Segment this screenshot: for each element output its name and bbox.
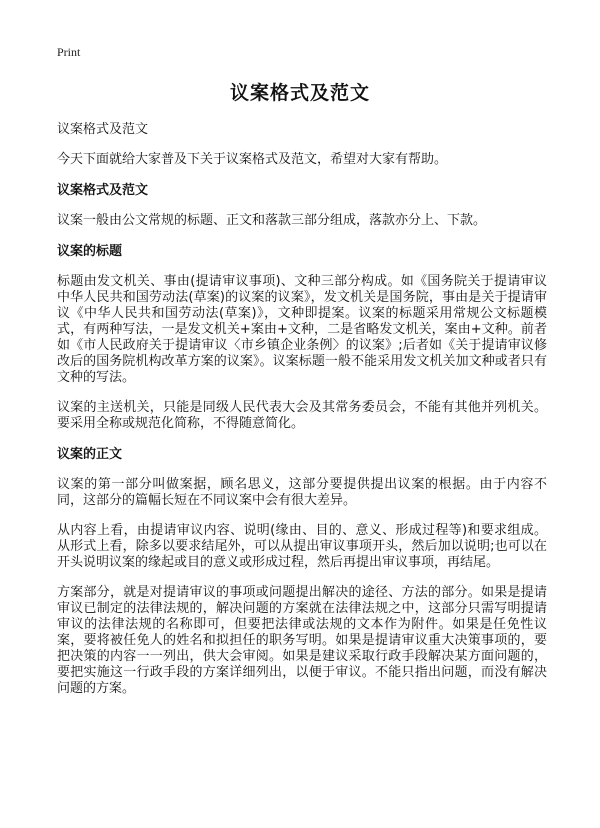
article-body bbox=[57, 122, 547, 711]
paragraph: 议案的主送机关，只能是同级人民代表大会及其常务委员会，不能有其他并列机关。要采用全称或规范化简称，不得随意简化。 bbox=[57, 400, 547, 431]
paragraph: 标题由发文机关、事由(提请审议事项)、文种三部分构成。如《国务院关于提请审议中华人民共和国劳动法(草案)的议案的议案》，发文机关是国务院，事由是关于提请审议《中华人民共和国劳动法(草案)》，文种即提案。议案的标题采用常规公文标题模式，有两种写法，一是发文机关+案由+文种，二是省略发文机关，案由+文种。前者如《市人民政府关于提请审议〈市乡镇企业条例〉的议案》;后者如《关于提请审议修改后的国务院机构改革方案的议案》。议案标题一般不能采用发文机关加文种或者只有文种的写法。 bbox=[57, 274, 547, 385]
paragraph: 议案一般由公文常规的标题、正文和落款三部分组成，落款亦分上、下款。 bbox=[57, 213, 487, 228]
section-heading-format: 议案格式及范文 bbox=[57, 183, 149, 198]
paragraph: 从内容上看，由提请审议内容、说明(缘由、目的、意义、形成过程等)和要求组成。从形式上看，除多以要求结尾外，可以从提出审议事项开头，然后加以说明;也可以在开头说明议案的缘起或目的意义或形成过程，然后再提出审议事项，再结尾。 bbox=[57, 523, 547, 570]
paragraph: 方案部分，就是对提请审议的事项或问题提出解决的途径、方法的部分。如果是提请审议已制定的法律法规的，解决问题的方案就在法律法规之中，这部分只需写明提请审议的法律法规的名称即可，但要把法律或法规的文本作为附件。如果是任免性议案，要将被任免人的姓名和拟担任的职务写明。如果是提请审议重大决策事项的，要把决策的内容一一列出，供大会审阅。如果是建议采取行政手段解决某方面问题的，要把实施这一行政手段的方案详细列出，以便于审议。不能只指出问题，而没有解决问题的方案。 bbox=[57, 585, 547, 696]
section-heading-body: 议案的正文 bbox=[57, 447, 123, 462]
paragraph: 议案的第一部分叫做案据，顾名思义，这部分要提供提出议案的根据。由于内容不同，这部分的篇幅长短在不同议案中会有很大差异。 bbox=[57, 477, 547, 508]
intro-paragraph: 今天下面就给大家普及下关于议案格式及范文，希望对大家有帮助。 bbox=[57, 152, 448, 167]
page-title: 议案格式及范文 bbox=[229, 82, 370, 104]
intro-subtitle: 议案格式及范文 bbox=[57, 122, 149, 137]
section-heading-title: 议案的标题 bbox=[57, 244, 123, 259]
print-link[interactable]: Print bbox=[57, 45, 81, 59]
